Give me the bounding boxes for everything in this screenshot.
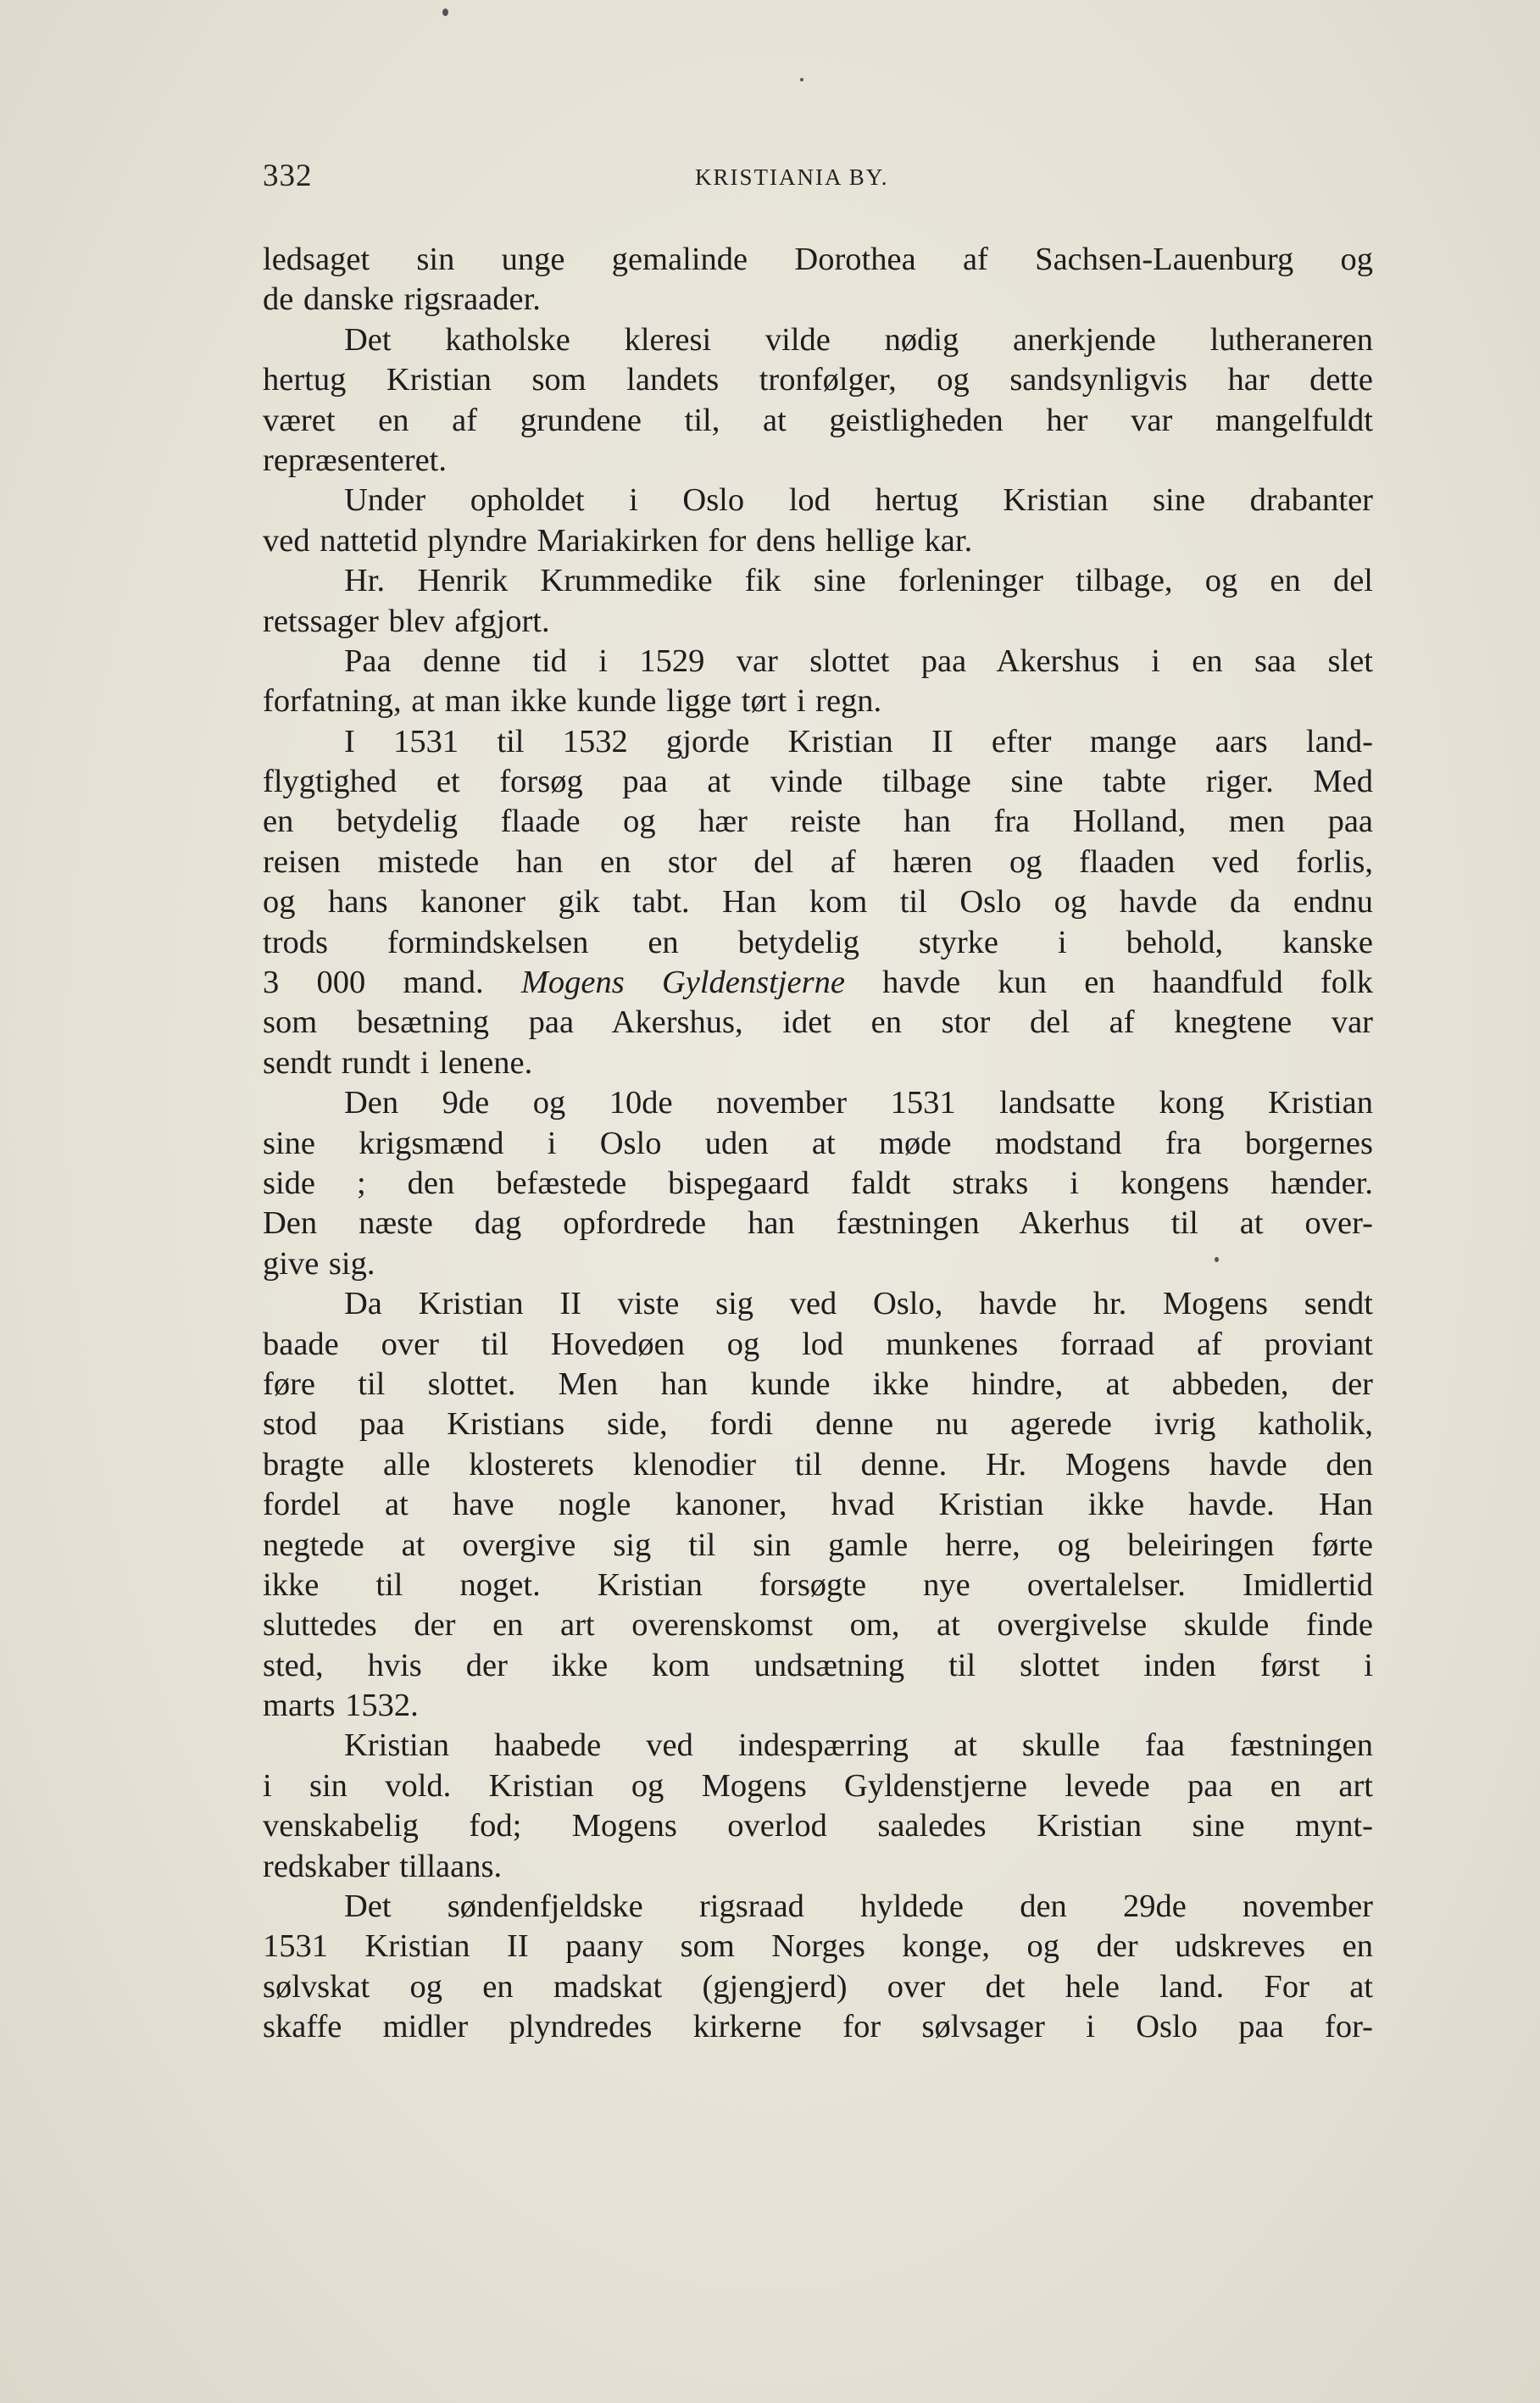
text-line: retssager blev afgjort. <box>263 603 550 639</box>
text-line <box>263 963 1373 1003</box>
text-line: give sig. <box>263 1245 375 1282</box>
page-number: 332 <box>263 159 313 193</box>
text-line: venskabelig fod; Mogens overlod saaledes Kristian sine mynt- <box>263 1808 1373 1844</box>
text-line: været en af grundene til, at geistligheden her var mangelfuldt <box>263 402 1373 438</box>
text-line: fordel at have nogle kanoner, hvad Kristian ikke havde. Han <box>263 1487 1373 1523</box>
text-line: Paa denne tid i 1529 var slottet paa Akershus i en saa slet <box>344 642 1373 679</box>
text-segment: 3 000 mand. <box>263 965 521 1001</box>
text-line: ledsaget sin unge gemalinde Dorothea af Sachsen-Lauenburg og <box>263 242 1373 277</box>
text-segment: havde kun en haandfuld folk <box>844 965 1373 1001</box>
text-line: og hans kanoner gik tabt. Han kom til Oslo og havde da endnu <box>263 884 1373 921</box>
print-speck <box>800 78 803 81</box>
text-line: Hr. Henrik Krummedike fik sine forleninger tilbage, og en del <box>344 563 1373 599</box>
body-text <box>263 240 1373 2048</box>
text-line: sendt rundt i lenene. <box>263 1044 533 1081</box>
text-line: ved nattetid plyndre Mariakirken for dens hellige kar. <box>263 522 973 559</box>
text-line: bragte alle klosterets klenodier til denne. Hr. Mogens havde den <box>263 1446 1373 1482</box>
text-line: side ; den befæstede bispegaard faldt straks i kongens hænder. <box>263 1165 1373 1201</box>
text-line: baade over til Hovedøen og lod munkenes forraad af proviant <box>263 1326 1373 1362</box>
text-line: Da Kristian II viste sig ved Oslo, havde hr. Mogens sendt <box>344 1286 1373 1322</box>
text-line: sølvskat og en madskat (gjengjerd) over det hele land. For at <box>263 1968 1373 2005</box>
text-line: forfatning, at man ikke kunde ligge tørt i regn. <box>263 683 882 720</box>
text-line: som besætning paa Akershus, idet en stor del af knegtene var <box>263 1004 1373 1041</box>
text-line: Den 9de og 10de november 1531 landsatte kong Kristian <box>344 1085 1373 1121</box>
text-line: de danske rigsraader. <box>263 281 541 318</box>
print-speck <box>1215 1257 1219 1262</box>
text-line: skaffe midler plyndredes kirkerne for sølvsager i Oslo paa for- <box>263 2009 1373 2045</box>
text-line: flygtighed et forsøg paa at vinde tilbage sine tabte riger. Med <box>263 764 1373 800</box>
text-line: negtede at overgive sig til sin gamle herre, og beleiringen førte <box>263 1527 1373 1563</box>
italic-name: Mogens Gyldenstjerne <box>520 965 845 1001</box>
text-line: Under opholdet i Oslo lod hertug Kristian sine drabanter <box>344 482 1373 519</box>
text-line: Kristian haabede ved indespærring at skulle faa fæstningen <box>344 1727 1373 1764</box>
text-line: 1531 Kristian II paany som Norges konge, og der udskreves en <box>263 1928 1373 1965</box>
text-line: hertug Kristian som landets tronfølger, og sandsynligvis har dette <box>263 362 1373 398</box>
text-line: stod paa Kristians side, fordi denne nu agerede ivrig katholik, <box>263 1406 1373 1443</box>
text-line: føre til slottet. Men han kunde ikke hindre, at abbeden, der <box>263 1366 1373 1402</box>
text-line: i sin vold. Kristian og Mogens Gyldenstjerne levede paa en art <box>263 1767 1373 1804</box>
print-speck <box>442 8 448 16</box>
text-line: Det søndenfjeldske rigsraad hyldede den 29de november <box>344 1888 1373 1925</box>
text-line: reisen mistede han en stor del af hæren og flaaden ved forlis, <box>263 843 1373 880</box>
text-line: sluttedes der en art overenskomst om, at overgivelse skulde finde <box>263 1607 1373 1644</box>
text-line: repræsenteret. <box>263 442 447 478</box>
text-line: trods formindskelsen en betydelig styrke i behold, kanske <box>263 924 1373 960</box>
text-line: en betydelig flaade og hær reiste han fra Holland, men paa <box>263 804 1373 840</box>
text-line: Den næste dag opfordrede han fæstningen Akerhus til at over- <box>263 1205 1373 1242</box>
text-line: sine krigsmænd i Oslo uden at møde modstand fra borgernes <box>263 1125 1373 1161</box>
text-line: sted, hvis der ikke kom undsætning til slottet inden først i <box>263 1647 1373 1683</box>
text-line: Det katholske kleresi vilde nødig anerkjende lutheraneren <box>344 321 1373 358</box>
text-line: redskaber tillaans. <box>263 1848 503 1884</box>
text-line: I 1531 til 1532 gjorde Kristian II efter mange aars land- <box>344 723 1373 759</box>
text-line: ikke til noget. Kristian forsøgte nye overtalelser. Imidlertid <box>263 1566 1373 1603</box>
page-header <box>263 158 1373 200</box>
text-line: marts 1532. <box>263 1688 419 1724</box>
running-head: KRISTIANIA BY. <box>695 164 889 190</box>
